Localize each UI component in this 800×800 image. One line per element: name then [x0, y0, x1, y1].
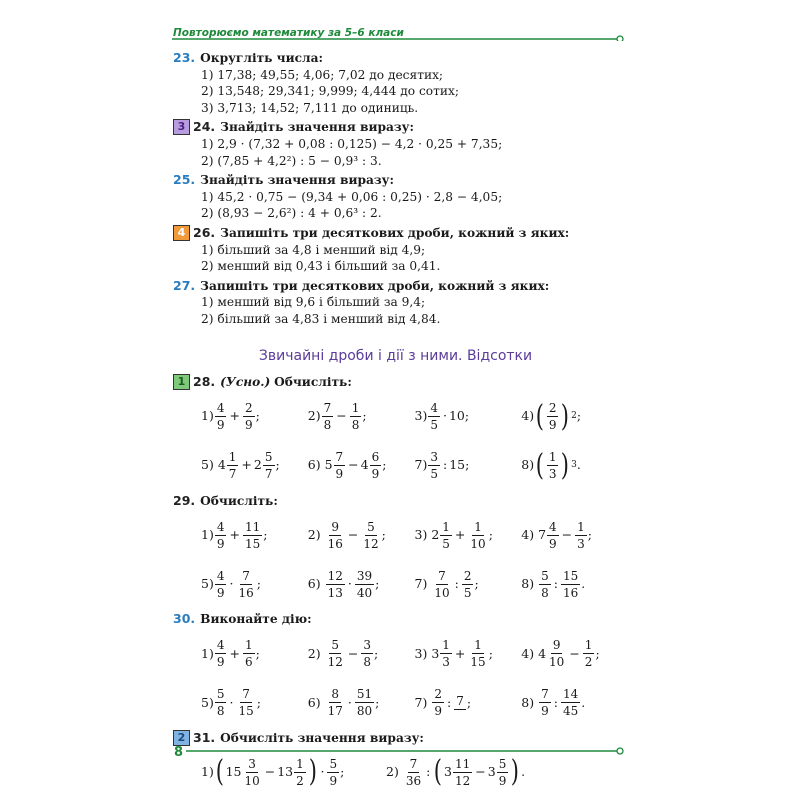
- problem-number: 25.: [173, 172, 196, 188]
- exercise-row: [173, 394, 628, 440]
- exercise-28-1: 1) $\frac{4}{9}$ + $\frac{2}{9}$ ;: [201, 401, 260, 433]
- exercise-31-2: 2) $\frac{7}{36}$ : ( 3 $\frac{11}{12}$ − 3 $\frac{5}{9}$ ) .: [386, 754, 526, 790]
- problem-line: 1) 2,9 · (7,32 + 0,08 : 0,125) − 4,2 · 0,25 + 7,35;: [201, 136, 503, 151]
- page-content: [173, 50, 628, 797]
- problem-28-head: [173, 374, 628, 391]
- problem-line: 1) 45,2 · 0,75 − (9,34 + 0,06 : 0,25) · 2,8 − 4,05;: [201, 189, 503, 204]
- page-header-title: Повторюємо математику за 5–6 класи: [173, 27, 404, 39]
- exercise-29-7: 7) $\frac{7}{10}$ : $\frac{2}{5}$ ;: [414, 568, 479, 600]
- problem-text: Запишіть три десяткових дроби, кожний з яких:: [220, 225, 570, 240]
- exercise-30-3: 3) 3 $\frac{1}{3}$ + $\frac{1}{15}$ ;: [414, 638, 493, 670]
- problem-text: Виконайте дію:: [200, 612, 312, 627]
- exercise-30-2: 2) $\frac{5}{12}$ − $\frac{3}{8}$ ;: [307, 638, 379, 670]
- problem-line: 1) 17,38; 49,55; 4,06; 7,02 до десятих;: [201, 67, 444, 82]
- section-title: Звичайні дроби і дії з ними. Відсотки: [258, 347, 533, 364]
- problem-line: 2) менший від 0,43 і більший за 0,41.: [201, 259, 441, 274]
- footer-rule: [172, 744, 625, 758]
- problem-line: 2) (8,93 − 2,6²) : 4 + 0,6³ : 2.: [201, 206, 382, 221]
- problem-line: 1) більший за 4,8 і менший від 4,9;: [201, 242, 426, 257]
- problem-text: Обчисліть значення виразу:: [220, 730, 424, 745]
- problem-line: 1) менший від 9,6 і більший за 9,4;: [201, 295, 426, 310]
- problem-text: Обчисліть:: [200, 493, 278, 508]
- problem-24: [173, 119, 628, 169]
- problem-27: [173, 278, 628, 328]
- exercise-29-4: 4) 7 $\frac{4}{9}$ − $\frac{1}{3}$ ;: [521, 519, 593, 551]
- exercise-28-8: 8) ( $\frac{1}{3}$ ) 3 .: [521, 447, 581, 483]
- problem-23: [173, 50, 628, 116]
- exercise-29-2: 2) $\frac{9}{16}$ − $\frac{5}{12}$ ;: [307, 519, 386, 551]
- exercise-30-7: 7) $\frac{2}{9}$ : 7 ;: [414, 687, 472, 719]
- exercise-row: [173, 680, 628, 726]
- problem-usno: (Усно.): [220, 375, 271, 390]
- exercise-row: [173, 443, 628, 489]
- exercise-30-1: 1) $\frac{4}{9}$ + $\frac{1}{6}$ ;: [201, 638, 260, 670]
- problem-line: 2) 13,548; 29,341; 9,999; 4,444 до сотих;: [201, 84, 459, 99]
- problem-30-head: [173, 611, 628, 628]
- problem-text: Округліть числа:: [200, 51, 324, 65]
- problem-number: 31.: [193, 729, 216, 745]
- exercise-row: [173, 631, 628, 677]
- exercise-29-1: 1) $\frac{4}{9}$ + $\frac{11}{15}$ ;: [201, 519, 268, 551]
- problem-number: 26.: [193, 224, 216, 240]
- problem-text: Запишіть три десяткових дроби, кожний з яких:: [200, 278, 550, 293]
- problem-number: 24.: [193, 119, 216, 135]
- exercise-29-3: 3) 2 $\frac{1}{5}$ + $\frac{1}{10}$ ;: [414, 519, 493, 551]
- problem-text: Знайдіть значення виразу:: [200, 173, 394, 188]
- exercise-row: [173, 561, 628, 607]
- problem-number: 27.: [173, 277, 196, 293]
- exercise-28-5: 5) 4 $\frac{1}{7}$ + 2 $\frac{5}{7}$ ;: [201, 450, 280, 482]
- exercise-28-3: 3) $\frac{4}{5}$ · 10 ;: [414, 401, 470, 433]
- exercise-30-8: 8) $\frac{7}{9}$ : $\frac{14}{45}$ .: [521, 687, 586, 719]
- problem-text: Знайдіть значення виразу:: [220, 120, 414, 135]
- problem-line: 3) 3,713; 14,52; 7,111 до одиниць.: [201, 100, 419, 115]
- problem-29-head: [173, 493, 628, 510]
- exercise-30-5: 5) $\frac{5}{8}$ · $\frac{7}{15}$ ;: [201, 687, 261, 719]
- exercise-28-4: 4) ( $\frac{2}{9}$ ) 2 ;: [521, 398, 582, 434]
- problem-25: [173, 172, 628, 222]
- exercise-30-6: 6) $\frac{8}{17}$ · $\frac{51}{80}$ ;: [307, 687, 380, 719]
- problem-number: 23.: [173, 50, 196, 65]
- problem-number: 30.: [173, 611, 196, 627]
- problem-line: 2) більший за 4,83 і менший від 4,84.: [201, 311, 441, 326]
- level-badge: 4: [173, 225, 190, 241]
- exercise-30-4: 4) 4 $\frac{9}{10}$ − $\frac{1}{2}$ ;: [521, 638, 600, 670]
- exercise-29-6: 6) $\frac{12}{13}$ · $\frac{39}{40}$ ;: [307, 568, 380, 600]
- problem-line: 2) (7,85 + 4,2²) : 5 − 0,9³ : 3.: [201, 153, 382, 168]
- problem-number: 28.: [193, 374, 216, 390]
- problem-text: Обчисліть:: [274, 375, 352, 390]
- problem-26: [173, 225, 628, 275]
- page-number: 8: [174, 745, 184, 760]
- level-badge: 1: [173, 374, 190, 390]
- problem-number: 29.: [173, 492, 196, 508]
- exercise-29-8: 8) $\frac{5}{8}$ : $\frac{15}{16}$ .: [521, 568, 586, 600]
- exercise-28-6: 6) 5 $\frac{7}{9}$ − 4 $\frac{6}{9}$ ;: [307, 450, 387, 482]
- level-badge: 3: [173, 119, 190, 135]
- exercise-28-2: 2) $\frac{7}{8}$ − $\frac{1}{8}$ ;: [307, 401, 367, 433]
- exercise-29-5: 5) $\frac{4}{9}$ · $\frac{7}{16}$ ;: [201, 568, 261, 600]
- exercise-row: [173, 512, 628, 558]
- exercise-31-1: 1) ( 15 $\frac{3}{10}$ − 13 $\frac{1}{2}$ ) · $\frac{5}{9}$ ;: [201, 754, 345, 790]
- exercise-28-7: 7) $\frac{3}{5}$ : 15 ;: [414, 450, 470, 482]
- level-badge: 2: [173, 730, 190, 746]
